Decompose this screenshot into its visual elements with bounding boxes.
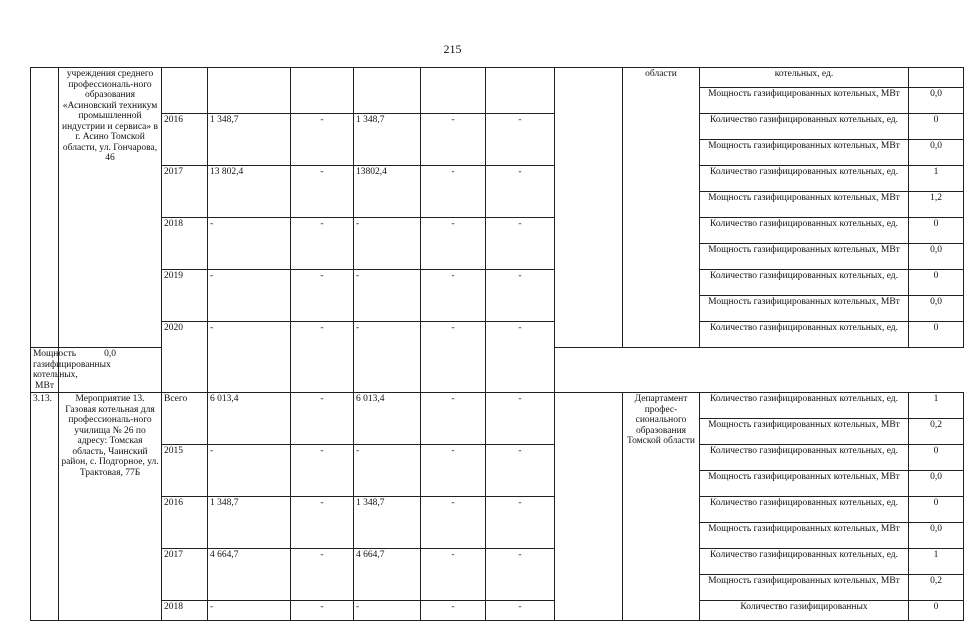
table-row: 2015 - - - - - Количество газифицированных котельных, ед. 0: [31, 445, 964, 471]
table-row: 2016 1 348,7 - 1 348,7 - - Количество газифицированных котельных, ед. 0: [31, 114, 964, 140]
table-row: Мощность газифицированных котельных, МВт 0,2: [31, 419, 964, 445]
indicator-label: Мощность газифицированных котельных, МВт: [700, 88, 909, 114]
executor-cell: Департамент профес-сионального образования Томской области: [623, 393, 700, 621]
executor-cell: области: [623, 68, 700, 348]
indicator-value: 0,0: [909, 88, 964, 114]
program-table: [30, 67, 964, 621]
table-row: Мощность газифицированных котельных, МВт 0,0: [31, 296, 964, 322]
page-number: 215: [443, 42, 462, 56]
table-row: 2016 1 348,7 - 1 348,7 - - Количество газифицированных котельных, ед. 0: [31, 497, 964, 523]
table-row: Мощность газифицированных котельных, МВт 0,0: [31, 244, 964, 270]
table-row: 2020 - - - - - Количество газифицированных котельных, ед. 0: [31, 322, 964, 348]
activity-number: 3.13.: [31, 393, 59, 621]
table-row: Мощность газифицированных котельных, МВт 0,0: [31, 471, 964, 497]
table-row: Мощность газифицированных котельных, МВт 0,0: [31, 140, 964, 166]
table-row: Мощность газифицированных котельных, МВт 0,0: [31, 348, 964, 393]
table-row: 2019 - - - - - Количество газифицированных котельных, ед. 0: [31, 270, 964, 296]
activity-name: Мероприятие 13. Газовая котельная для профессиональ-ного училища № 26 по адресу: Томская область, Чаинский район, с. Подгорное, ул. Трактовая, 77Б: [59, 393, 162, 621]
table-row: Мощность газифицированных котельных, МВт 0,0: [31, 523, 964, 549]
table-row: 2018 - - - - - Количество газифицированных котельных, ед. 0: [31, 218, 964, 244]
year-cell: 2016: [162, 114, 208, 166]
table-row: 3.13. Мероприятие 13. Газовая котельная для профессиональ-ного училища № 26 по адресу: Томская область, Чаинский район, с. Подгорное, ул. Трактовая, 77Б Всего 6 013,4 - 6 013,4 - - Департамент профес-сионального образования Томской области Количество газифицированных котельных, ед. 1: [31, 393, 964, 419]
table-row: 2018 - - - - - Количество газифицированных 0: [31, 601, 964, 621]
table-row: Мощность газифицированных котельных, МВт 1,2: [31, 192, 964, 218]
table-row: [31, 68, 964, 88]
table-row: 2017 13 802,4 - 13802,4 - - Количество газифицированных котельных, ед. 1: [31, 166, 964, 192]
table-row: 2017 4 664,7 - 4 664,7 - - Количество газифицированных котельных, ед. 1: [31, 549, 964, 575]
table-row: Мощность газифицированных котельных, МВт 0,2: [31, 575, 964, 601]
activity-name: учреждения среднего профессиональ-ного образования «Асиновский техникум промышленной индустрии и сервиса» в г. Асино Томской области, ул. Гончарова, 46: [59, 68, 162, 348]
row-number-cell: [31, 68, 59, 348]
indicator-label: котельных, ед.: [700, 68, 909, 88]
